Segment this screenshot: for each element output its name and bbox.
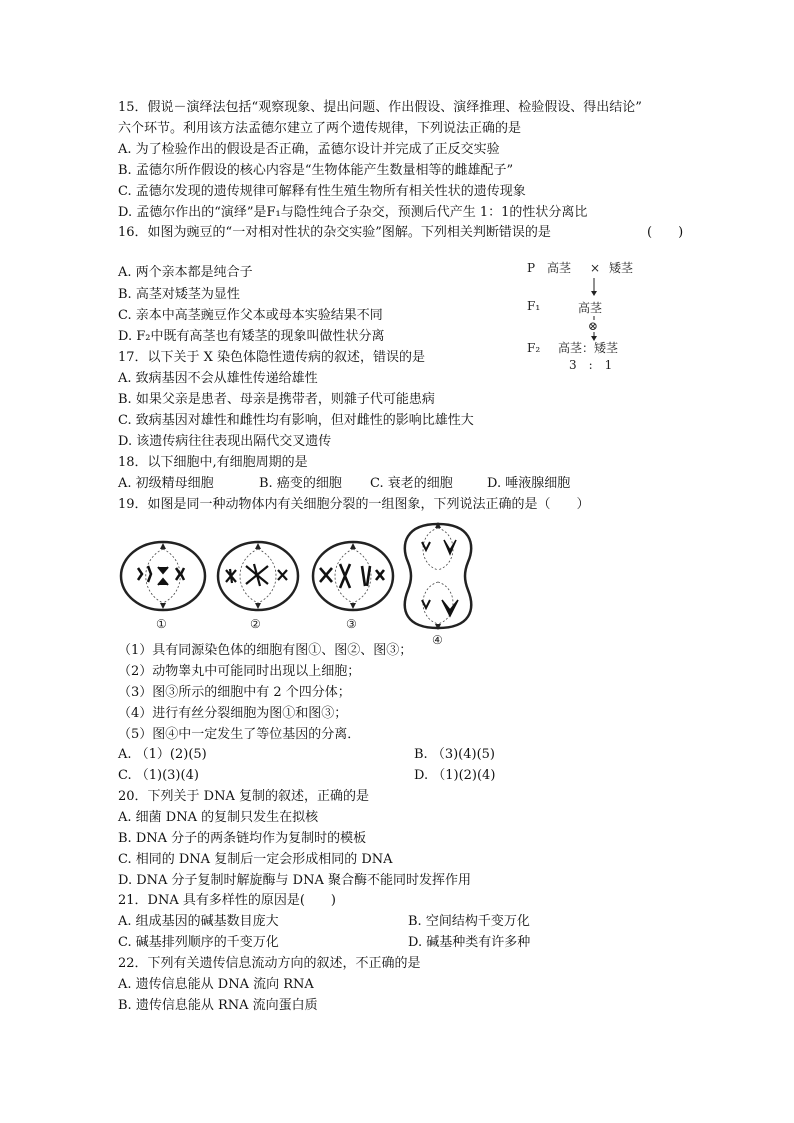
q22-stem: 22．下列有关遗传信息流动方向的叙述，不正确的是 bbox=[118, 956, 421, 971]
diagram-f2-ratio: 3 : 1 bbox=[569, 358, 613, 372]
cell-2 bbox=[218, 542, 298, 610]
cell-label-3: ③ bbox=[346, 617, 357, 631]
q20-option-c: C. 相同的 DNA 复制后一定会形成相同的 DNA bbox=[118, 852, 393, 867]
q15-option-b: B. 孟德尔所作假设的核心内容是“生物体能产生数量相等的雌雄配子” bbox=[118, 163, 514, 178]
q22-option-b: B. 遗传信息能从 RNA 流向蛋白质 bbox=[118, 998, 318, 1013]
diagram-self-sign: ⊗ bbox=[588, 319, 599, 333]
q19-option-b: B. （3)(4)(5) bbox=[414, 747, 495, 762]
q19-stem: 19．如图是同一种动物体内有关细胞分裂的一组图象，下列说法正确的是（ ） bbox=[118, 497, 590, 512]
q19-statement-2: （2）动物睾丸中可能同时出现以上细胞； bbox=[118, 664, 361, 679]
diagram-f2-value: 高茎：矮茎 bbox=[558, 341, 619, 355]
q16-option-b: B. 高茎对矮茎为显性 bbox=[118, 287, 240, 302]
q20-option-a: A. 细菌 DNA 的复制只发生在拟核 bbox=[118, 810, 319, 825]
q21-option-b: B. 空间结构千变万化 bbox=[408, 914, 530, 929]
q16-option-c: C. 亲本中高茎豌豆作父本或母本实验结果不同 bbox=[118, 308, 383, 323]
cell-label-2: ② bbox=[250, 617, 261, 631]
q18-option-c: C. 衰老的细胞 bbox=[370, 476, 453, 491]
q22-option-a: A. 遗传信息能从 DNA 流向 RNA bbox=[118, 977, 314, 992]
diagram-parent-tall: 高茎 bbox=[547, 261, 572, 275]
q19-statement-1: （1）具有同源染色体的细胞有图①、图②、图③； bbox=[118, 643, 413, 658]
q19-statement-5: （5）图④中一定发生了等位基因的分离． bbox=[118, 727, 361, 742]
q18-option-a: A. 初级精母细胞 bbox=[118, 476, 214, 491]
q20-stem: 20．下列关于 DNA 复制的叙述，正确的是 bbox=[118, 789, 369, 804]
q19-statement-3: （3）图③所示的细胞中有 2 个四分体； bbox=[118, 685, 351, 700]
q17-option-a: A. 致病基因不会从雄性传递给雄性 bbox=[118, 371, 318, 386]
q21-option-a: A. 组成基因的碱基数目庞大 bbox=[118, 914, 279, 929]
q20-option-d: D. DNA 分子复制时解旋酶与 DNA 聚合酶不能同时发挥作用 bbox=[118, 873, 471, 888]
q18-option-b: B. 癌变的细胞 bbox=[259, 476, 342, 491]
q15-stem-line2: 六个环节。利用该方法孟德尔建立了两个遗传规律，下列说法正确的是 bbox=[118, 121, 522, 136]
diagram-arrowhead-p-f1 bbox=[591, 291, 597, 296]
diagram-parent-short: 矮茎 bbox=[609, 261, 634, 275]
q18-stem: 18．以下细胞中,有细胞周期的是 bbox=[118, 455, 308, 470]
q15-stem-line1: 15．假说－演绎法包括“观察现象、提出问题、作出假设、演绎推理、检验假设、得出结论” bbox=[118, 100, 642, 115]
cell-division-figure bbox=[118, 520, 478, 647]
diagram-p-label: P bbox=[527, 261, 536, 275]
q16-option-a: A. 两个亲本都是纯合子 bbox=[118, 265, 253, 280]
q16-stem: 16．如图为豌豆的“一对相对性状的杂交实验”图解。下列相关判断错误的是 bbox=[118, 225, 551, 240]
cell-label-4: ④ bbox=[432, 633, 443, 647]
q17-option-b: B. 如果父亲是患者、母亲是携带者，则雜子代可能患病 bbox=[118, 392, 435, 407]
diagram-cross-sign: × bbox=[590, 261, 601, 275]
q21-stem: 21．DNA 具有多样性的原因是( ) bbox=[118, 893, 337, 908]
q18-option-d: D. 唾液腺细胞 bbox=[487, 476, 571, 491]
q19-option-d: D. （1)(2)(4) bbox=[414, 768, 496, 783]
cell-3 bbox=[313, 542, 393, 610]
q15-option-d: D. 孟德尔作出的“演绎”是F₁与隐性纯合子杂交，预测后代产生 1：1的性状分离比 bbox=[118, 205, 588, 220]
q16-option-d: D. F₂中既有高茎也有矮茎的现象叫做性状分离 bbox=[118, 329, 385, 344]
cross-diagram bbox=[522, 256, 652, 376]
q21-option-c: C. 碱基排列顺序的千变万化 bbox=[118, 935, 279, 950]
q21-option-d: D. 碱基种类有许多种 bbox=[408, 935, 531, 950]
q19-option-c: C. （1)(3)(4) bbox=[118, 768, 199, 783]
diagram-f1-value: 高茎 bbox=[578, 301, 603, 315]
q19-option-a: A. （1）(2)(5) bbox=[118, 747, 207, 762]
q20-option-b: B. DNA 分子的两条链均作为复制时的模板 bbox=[118, 831, 367, 846]
diagram-f2-label: F₂ bbox=[527, 341, 541, 355]
q17-option-c: C. 致病基因对雄性和雌性均有影响，但对雌性的影响比雄性大 bbox=[118, 413, 474, 428]
q19-statement-4: （4）进行有丝分裂细胞为图①和图③； bbox=[118, 706, 348, 721]
q17-option-d: D. 该遗传病往往表现出隔代交叉遗传 bbox=[118, 434, 332, 449]
q15-option-c: C. 孟德尔发现的遗传规律可解释有性生殖生物所有相关性状的遗传现象 bbox=[118, 184, 526, 199]
q17-stem: 17．以下关于 X 染色体隐性遗传病的叙述，错误的是 bbox=[118, 350, 426, 365]
cell-4 bbox=[405, 522, 471, 630]
q15-option-a: A. 为了检验作出的假设是否正确，孟德尔设计并完成了正反交实验 bbox=[118, 142, 500, 157]
cell-1 bbox=[121, 542, 205, 610]
cell-label-1: ① bbox=[156, 617, 167, 631]
diagram-f1-label: F₁ bbox=[527, 299, 541, 313]
q16-answer-blank: ( ) bbox=[647, 225, 684, 240]
